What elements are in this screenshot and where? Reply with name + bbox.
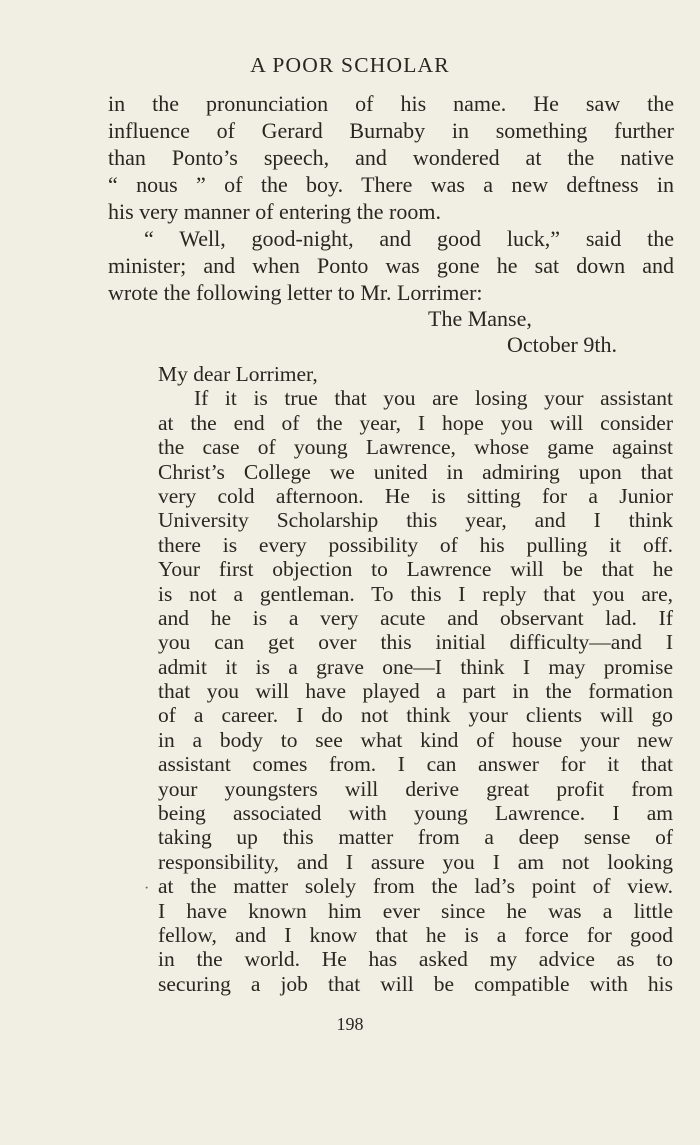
letter-date: October 9th. <box>507 332 617 357</box>
narrative-line: “ nous ” of the boy. There was a new deftness in <box>108 172 674 197</box>
letter-line: there is every possibility of his pulling it off. <box>158 532 673 557</box>
letter-line: Your first objection to Lawrence will be that he <box>158 557 673 582</box>
letter-line: in the world. He has asked my advice as to <box>158 947 673 972</box>
narrative-line: “ Well, good-night, and good luck,” said the <box>144 226 674 251</box>
letter-place: The Manse, <box>428 306 532 331</box>
letter-body <box>158 362 673 996</box>
letter-line: at the end of the year, I hope you will consider <box>158 410 673 435</box>
narrative-block <box>108 90 674 357</box>
letter-line: and he is a very acute and observant lad. If <box>158 605 673 630</box>
narrative-line: his very manner of entering the room. <box>108 199 441 224</box>
letter-line: of a career. I do not think your clients will go <box>158 703 673 728</box>
letter-line: assistant comes from. I can answer for it that <box>158 752 673 777</box>
letter-line: fellow, and I know that he is a force for good <box>158 922 673 947</box>
letter-line: taking up this matter from a deep sense of <box>158 825 673 850</box>
letter-heading <box>108 306 674 357</box>
letter-line: being associated with young Lawrence. I am <box>158 801 673 826</box>
letter-line: admit it is a grave one—I think I may promise <box>158 654 673 679</box>
letter-line: responsibility, and I assure you I am not looking <box>158 849 673 874</box>
narrative-line: in the pronunciation of his name. He saw the <box>108 91 674 116</box>
letter-line: Christ’s College we united in admiring upon that <box>158 459 673 484</box>
narrative-line: influence of Gerard Burnaby in something further <box>108 118 674 143</box>
page-number: 198 <box>336 1014 364 1034</box>
letter-salutation: My dear Lorrimer, <box>158 362 318 386</box>
narrative-line: than Ponto’s speech, and wondered at the native <box>108 145 674 170</box>
letter-line: you can get over this initial difficulty—and I <box>158 630 673 655</box>
margin-dot: · <box>144 880 150 897</box>
letter-line: University Scholarship this year, and I think <box>158 508 673 533</box>
running-head: A POOR SCHOLAR <box>250 53 450 77</box>
letter-line: securing a job that will be compatible with his <box>158 971 673 996</box>
letter-line: the case of young Lawrence, whose game against <box>158 435 673 460</box>
letter-line: at the matter solely from the lad’s point of view. <box>158 874 673 899</box>
letter-line: in a body to see what kind of house your new <box>158 727 673 752</box>
letter-line: your youngsters will derive great profit from <box>158 776 673 801</box>
letter-line: If it is true that you are losing your assistant <box>194 386 673 411</box>
narrative-line: wrote the following letter to Mr. Lorrimer: <box>108 280 483 305</box>
letter-line: is not a gentleman. To this I reply that you are, <box>158 581 673 606</box>
letter-line: very cold afternoon. He is sitting for a Junior <box>158 483 673 508</box>
letter-line: I have known him ever since he was a little <box>158 898 673 923</box>
letter-line: that you will have played a part in the formation <box>158 679 673 704</box>
narrative-line: minister; and when Ponto was gone he sat down and <box>108 253 674 278</box>
